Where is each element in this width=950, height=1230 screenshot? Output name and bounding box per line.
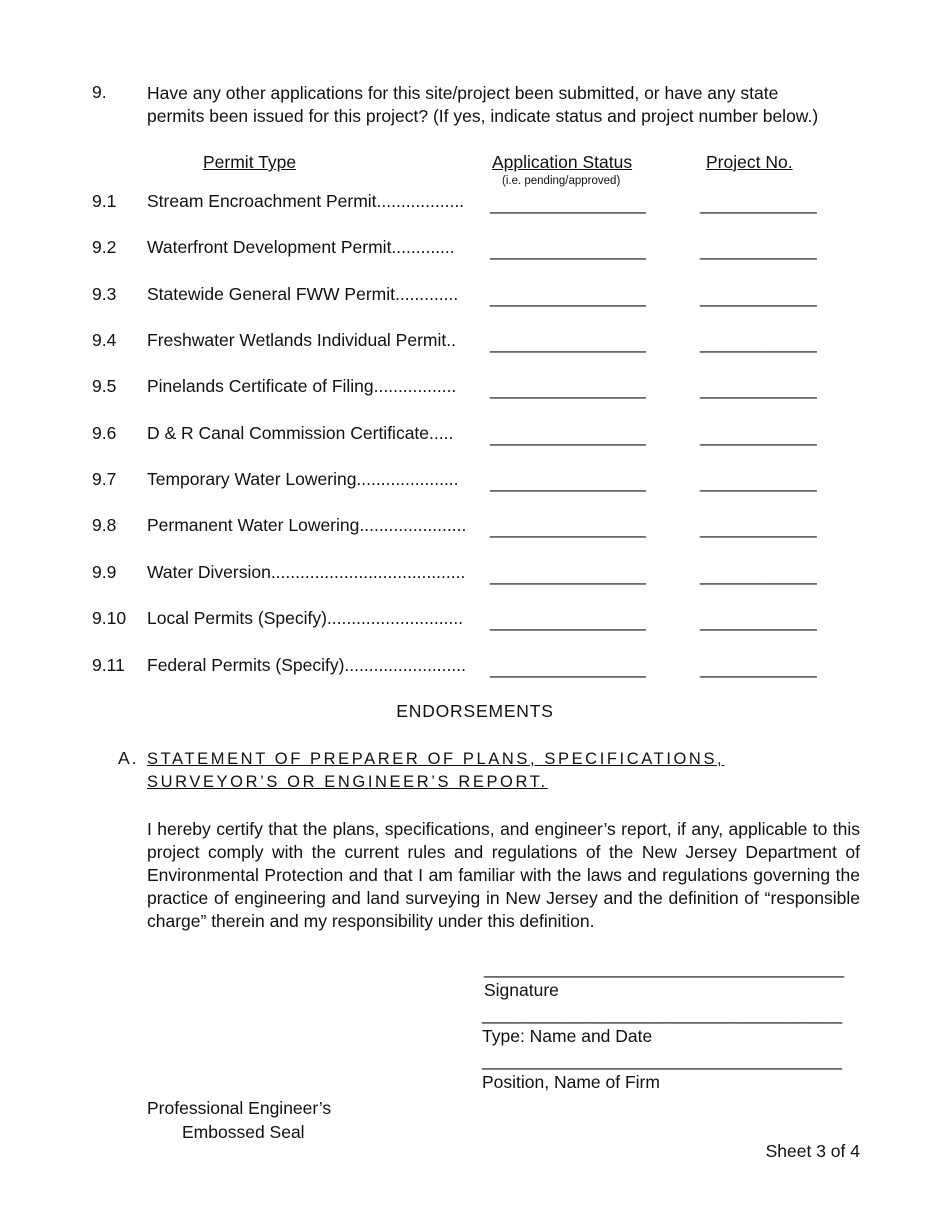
row-status-field[interactable]: ________________ [490, 194, 646, 214]
row-number: 9.3 [92, 284, 117, 304]
row-status-field[interactable]: ________________ [490, 518, 646, 538]
row-number: 9.2 [92, 237, 117, 257]
row-project-field[interactable]: ____________ [700, 611, 817, 631]
signature-label: Signature [484, 980, 559, 1000]
row-project-field[interactable]: ____________ [700, 518, 817, 538]
row-project-field[interactable]: ____________ [700, 426, 817, 446]
question-number: 9. [92, 82, 107, 102]
row-project-field[interactable]: ____________ [700, 194, 817, 214]
signature-field[interactable]: _____________________________________ [484, 958, 845, 978]
name-date-field[interactable]: _____________________________________ [482, 1004, 843, 1024]
row-permit-label: D & R Canal Commission Certificate..... [147, 423, 454, 443]
row-number: 9.1 [92, 191, 117, 211]
row-status-field[interactable]: ________________ [490, 379, 646, 399]
row-number: 9.6 [92, 423, 117, 443]
row-status-field[interactable]: ________________ [490, 333, 646, 353]
row-number: 9.11 [92, 655, 125, 675]
header-permit-type: Permit Type [203, 152, 297, 172]
row-permit-label: Waterfront Development Permit............. [147, 237, 455, 257]
row-status-field[interactable]: ________________ [490, 426, 646, 446]
row-project-field[interactable]: ____________ [700, 565, 817, 585]
name-date-label: Type: Name and Date [482, 1026, 653, 1046]
certification-paragraph: I hereby certify that the plans, specifications, and engineer’s report, if any, applicable to this project comply with the current rules and regulations of the New Jersey Department of Environmental Protection and that I am familiar with the laws and regulations governing the practice of engineering and land surveying in New Jersey and the definition of “responsible charge” therein and my responsibility under this definition. [147, 819, 860, 931]
row-number: 9.9 [92, 562, 117, 582]
row-permit-label: Stream Encroachment Permit.................. [147, 191, 465, 211]
row-number: 9.4 [92, 330, 117, 350]
row-status-field[interactable]: ________________ [490, 287, 646, 307]
endorsements-heading: ENDORSEMENTS [396, 701, 554, 721]
row-project-field[interactable]: ____________ [700, 287, 817, 307]
question-text-line2: permits been issued for this project? (If yes, indicate status and project number below.) [147, 106, 819, 126]
row-permit-label: Pinelands Certificate of Filing................. [147, 376, 457, 396]
row-project-field[interactable]: ____________ [700, 472, 817, 492]
header-application-status-note: (i.e. pending/approved) [502, 175, 621, 187]
row-number: 9.7 [92, 469, 117, 489]
section-a-letter: A. [118, 748, 139, 768]
question-text-line1: Have any other applications for this site/project been submitted, or have any state [147, 83, 779, 103]
row-permit-label: Freshwater Wetlands Individual Permit.. [147, 330, 456, 350]
section-a-title: STATEMENT OF PREPARER OF PLANS, SPECIFICATIONS, SURVEYOR’S OR ENGINEER’S REPORT. [147, 750, 725, 791]
row-status-field[interactable]: ________________ [490, 611, 646, 631]
row-permit-label: Permanent Water Lowering...................... [147, 515, 467, 535]
question-text [147, 82, 818, 128]
row-number: 9.8 [92, 515, 117, 535]
sheet-number: Sheet 3 of 4 [765, 1141, 860, 1161]
position-firm-field[interactable]: _____________________________________ [482, 1050, 843, 1070]
row-status-field[interactable]: ________________ [490, 472, 646, 492]
row-status-field[interactable]: ________________ [490, 565, 646, 585]
row-permit-label: Statewide General FWW Permit............. [147, 284, 459, 304]
row-permit-label: Local Permits (Specify)............................ [147, 608, 464, 628]
seal-label-line1: Professional Engineer’s [147, 1098, 332, 1118]
row-project-field[interactable]: ____________ [700, 658, 817, 678]
row-number: 9.5 [92, 376, 117, 396]
row-project-field[interactable]: ____________ [700, 333, 817, 353]
header-project-no: Project No. [706, 152, 793, 172]
row-number: 9.10 [92, 608, 127, 628]
row-permit-label: Federal Permits (Specify)......................... [147, 655, 466, 675]
row-permit-label: Water Diversion........................................ [147, 562, 466, 582]
position-firm-label: Position, Name of Firm [482, 1072, 660, 1092]
row-status-field[interactable]: ________________ [490, 240, 646, 260]
row-project-field[interactable]: ____________ [700, 240, 817, 260]
row-project-field[interactable]: ____________ [700, 379, 817, 399]
row-status-field[interactable]: ________________ [490, 658, 646, 678]
row-permit-label: Temporary Water Lowering..................... [147, 469, 459, 489]
pe-embossed-seal-label [147, 1096, 331, 1144]
seal-label-line2: Embossed Seal [182, 1122, 305, 1142]
header-application-status: Application Status [492, 152, 633, 172]
